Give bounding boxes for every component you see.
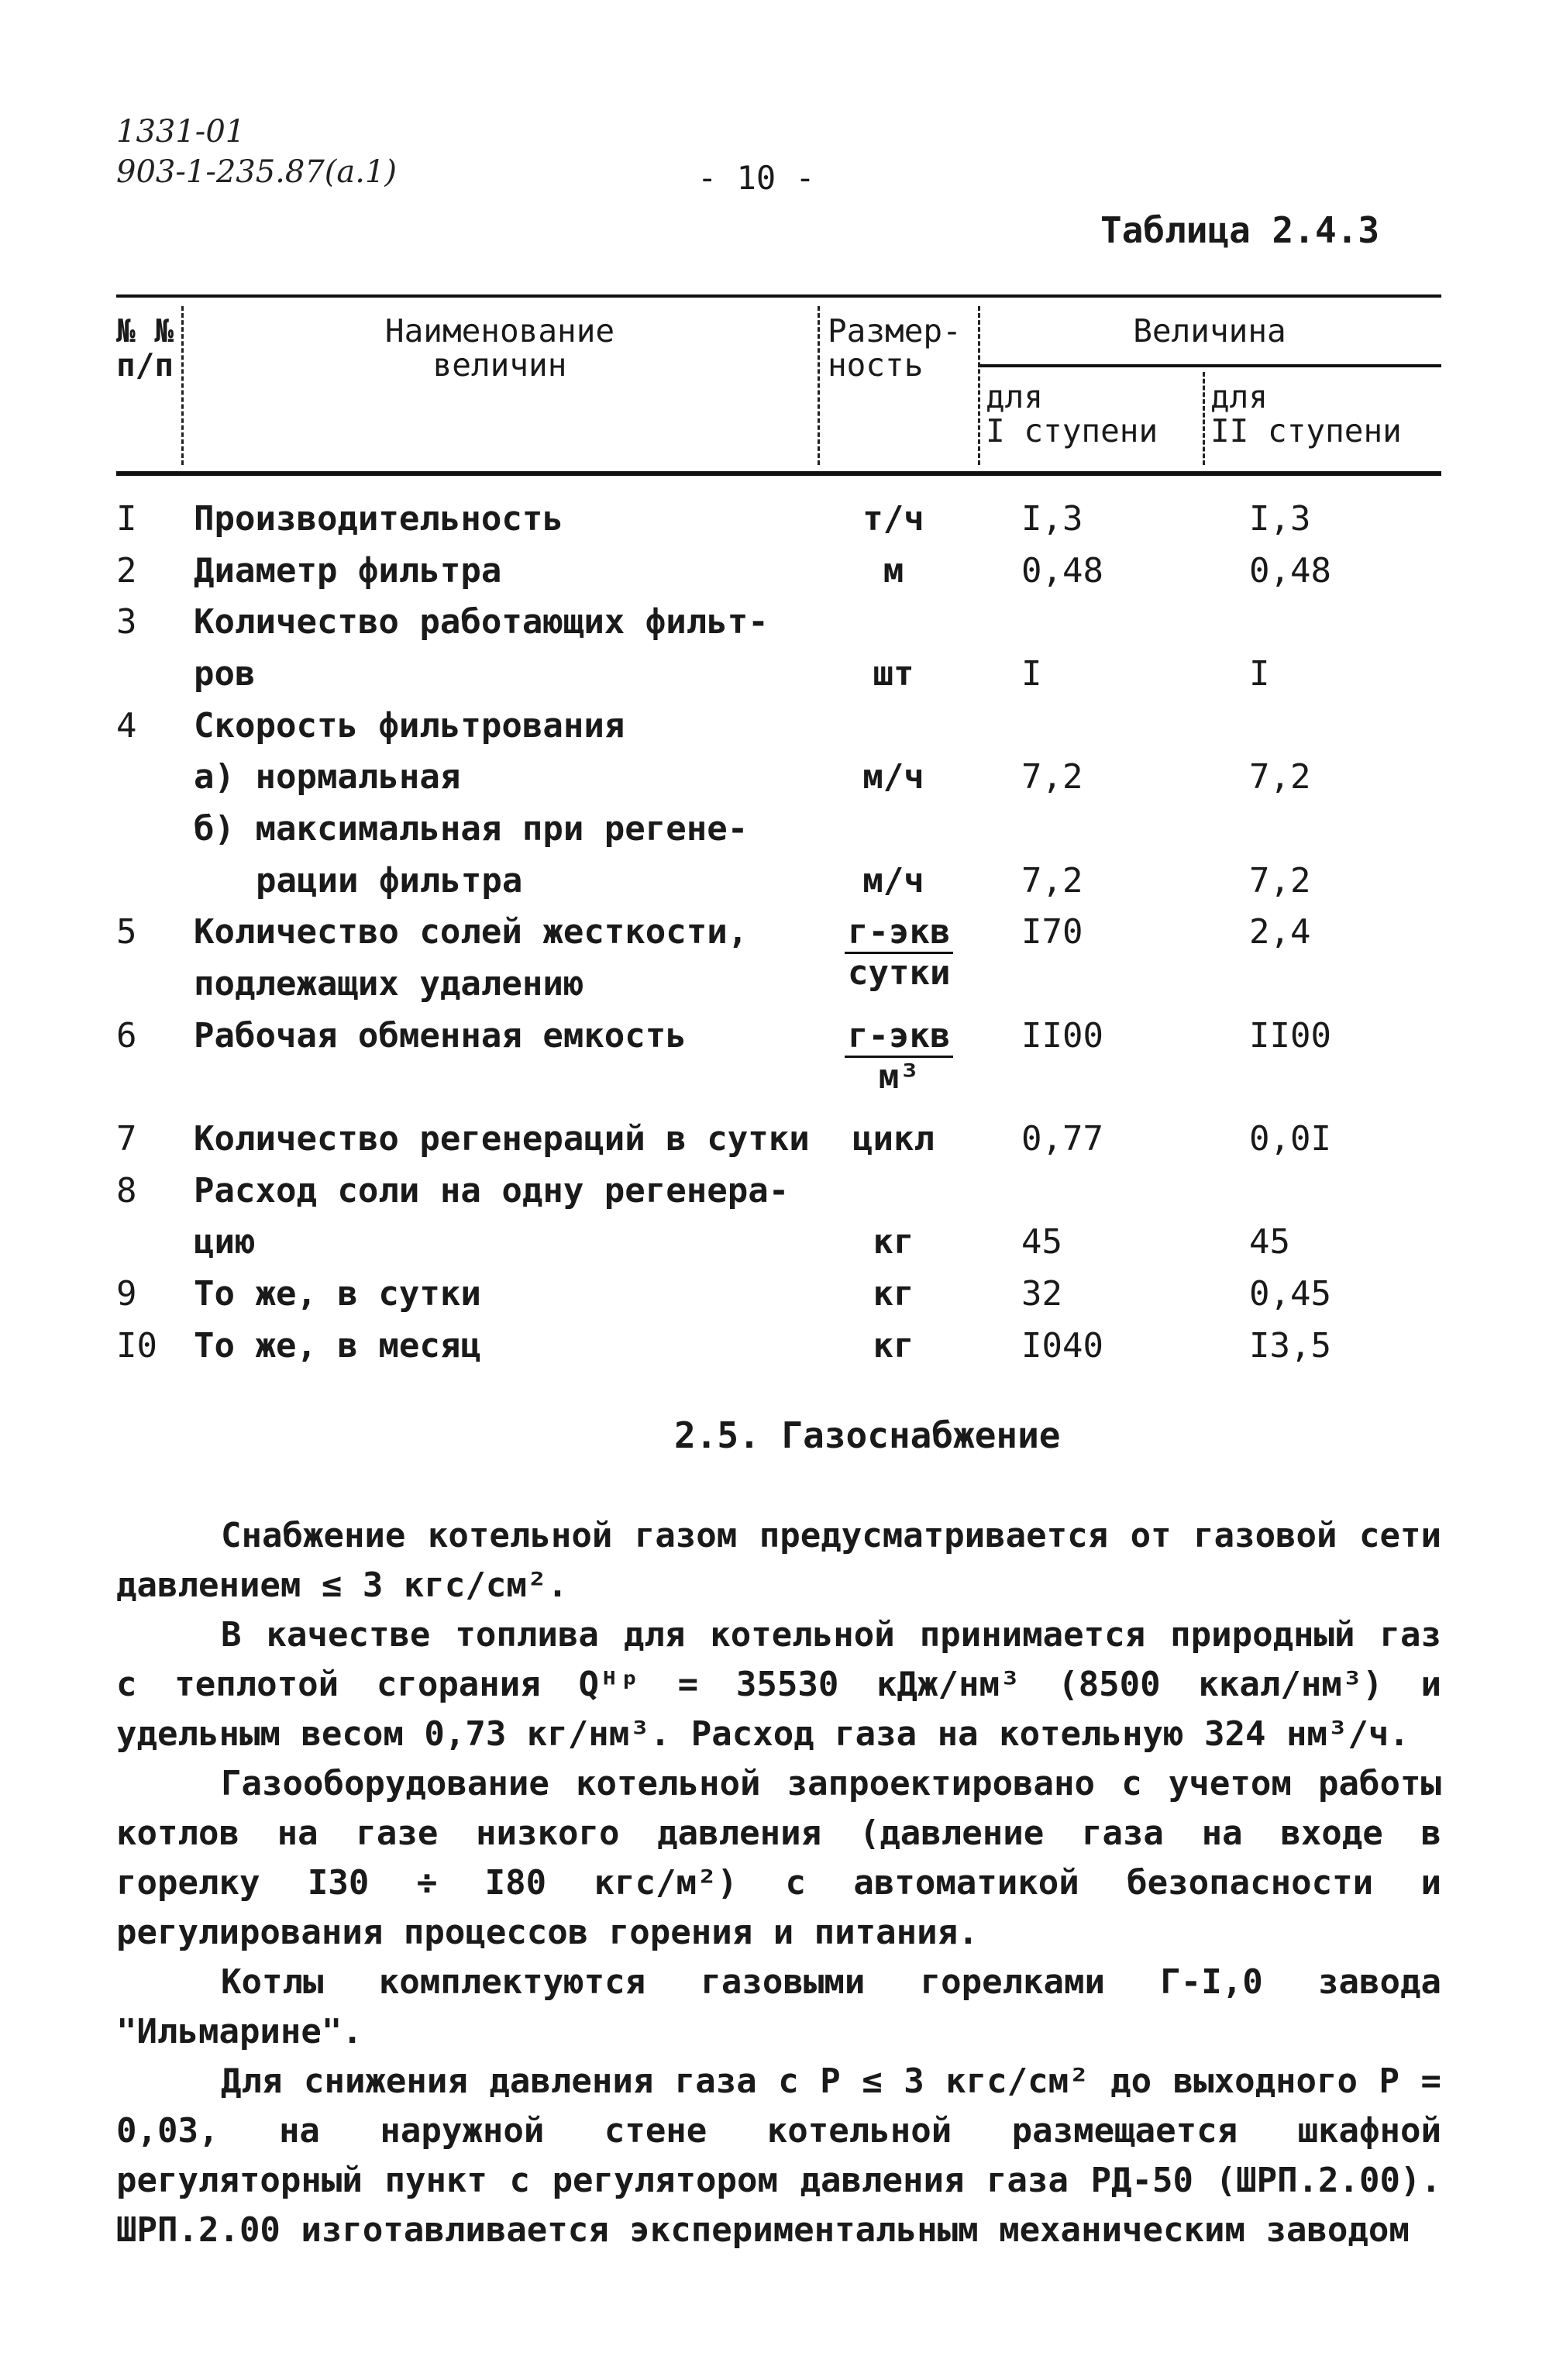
row-5-unit-fraction: $\frac{\text{г-экв}}{\text{сутки}}$ [845,913,953,993]
row-4b-stage-1: 7,2 [1021,861,1083,901]
row-5-unit [845,913,953,993]
paragraph-2: В качестве топлива для котельной принимается природный газ с теплотой сгорания Qᴴᵖ = 35530 кДж/нм³ (8500 ккал/нм³) и удельным весом 0,73 кг/нм³. Расход газа на котельную 324 нм³/ч. [116,1615,1441,1754]
row-5-name-line-2: подлежащих удалению [194,964,584,1004]
row-4b-stage-2: 7,2 [1249,861,1311,901]
row-8-name-line-2: цию [194,1222,256,1262]
value-subheader-rule [978,364,1441,367]
row-4b-unit: м/ч [862,861,924,901]
paragraph-5: Для снижения давления газа с Р ≤ 3 кгс/см² до выходного Р = 0,03, на наружной стене котельной размещается шкафной регуляторный пункт с регулятором давления газа РД-50 (ШРП.2.00). ШРП.2.00 изготавливается экспериментальным механическим заводом [116,2061,1441,2250]
col-divider-2 [818,306,820,465]
row-3-name-line-2: ров [194,654,256,694]
row-10-num: I0 [116,1326,157,1366]
row-7-stage-1: 0,77 [1021,1119,1103,1159]
header-name: Наименование величин [384,312,615,384]
row-2-stage-2: 0,48 [1249,551,1331,591]
row-6-stage-1: II00 [1021,1016,1103,1056]
row-8-stage-2: 45 [1249,1222,1290,1262]
row-4-name-line-2: а) нормальная [194,757,461,797]
paragraph-4: Котлы комплектуются газовыми горелками Г-I,0 завода "Ильмарине". [116,1962,1441,2051]
header-bottom-rule [116,471,1441,476]
row-9-num: 9 [116,1274,137,1314]
row-2-stage-1: 0,48 [1021,551,1103,591]
row-5-stage-2: 2,4 [1249,912,1311,952]
handwritten-code-1: 1331-01 [116,114,246,150]
row-4b-name-line-1: б) максимальная при регене- [194,809,749,849]
row-2-unit: м [883,551,904,591]
row-3-stage-1: I [1021,654,1042,694]
row-6-name: Рабочая обменная емкость [194,1016,687,1056]
row-5-stage-1: I70 [1021,912,1083,952]
header-value: Величина [1133,312,1286,350]
page-number: - 10 - [697,159,815,197]
paragraph-1: Снабжение котельной газом предусматривается от газовой сети давлением ≤ 3 кгс/см². [116,1516,1441,1605]
row-5-name-line-1: Количество солей жесткости, [194,912,749,952]
row-7-num: 7 [116,1119,137,1159]
row-9-name: То же, в сутки [194,1274,481,1314]
row-6-num: 6 [116,1016,137,1056]
row-4-name-line-1: Скорость фильтрования [194,706,625,746]
row-7-stage-2: 0,0I [1249,1119,1331,1159]
row-4-stage-1: 7,2 [1021,757,1083,797]
row-4-unit: м/ч [862,757,924,797]
row-4b-name-line-2: рации фильтра [256,861,523,901]
row-1-num: I [116,499,137,539]
table-caption: Таблица 2.4.3 [1100,209,1380,251]
row-1-name: Производительность [194,499,563,539]
col-divider-1 [181,306,184,465]
row-3-name-line-1: Количество работающих фильт- [194,602,769,642]
header-unit: Размер- ность [828,312,962,384]
header-stage-2: для II ступени [1210,378,1402,449]
row-8-num: 8 [116,1171,137,1211]
row-2-num: 2 [116,551,137,591]
col-divider-4 [1203,372,1205,465]
row-9-stage-1: 32 [1021,1274,1062,1314]
handwritten-code-2: 903-1-235.87(a.1) [116,154,398,190]
header-num: № № п/п [116,312,174,384]
row-10-unit: кг [873,1326,914,1366]
row-1-stage-1: I,3 [1021,499,1083,539]
row-2-name: Диаметр фильтра [194,551,502,591]
row-8-name-line-1: Расход соли на одну регенера- [194,1171,790,1211]
row-3-unit: шт [873,654,914,694]
row-7-name: Количество регенераций в сутки [194,1119,810,1159]
row-6-stage-2: II00 [1249,1016,1331,1056]
row-4-stage-2: 7,2 [1249,757,1311,797]
row-9-unit: кг [873,1274,914,1314]
section-title: 2.5. Газоснабжение [674,1414,1061,1456]
row-7-unit: цикл [852,1119,935,1159]
row-3-stage-2: I [1249,654,1270,694]
row-6-unit [845,1017,953,1097]
table-top-rule [116,294,1441,298]
row-4-num: 4 [116,706,137,746]
row-9-stage-2: 0,45 [1249,1274,1331,1314]
row-10-stage-2: I3,5 [1249,1326,1331,1366]
row-8-unit: кг [873,1222,914,1262]
row-10-stage-1: I040 [1021,1326,1103,1366]
paragraph-3: Газооборудование котельной запроектировано с учетом работы котлов на газе низкого давления (давление газа на входе в горелку I30 ÷ I80 кгс/м²) с автоматикой безопасности и регулирования процессов горения и питания. [116,1764,1441,1952]
section-body [116,1511,1441,2255]
row-6-unit-fraction: $\frac{\text{г-экв}}{\text{м³}}$ [845,1017,953,1097]
row-3-num: 3 [116,602,137,642]
row-8-stage-1: 45 [1021,1222,1062,1262]
row-5-num: 5 [116,912,137,952]
row-1-unit: т/ч [862,499,924,539]
header-stage-1: для I ступени [986,378,1158,449]
row-10-name: То же, в месяц [194,1326,481,1366]
row-1-stage-2: I,3 [1249,499,1311,539]
